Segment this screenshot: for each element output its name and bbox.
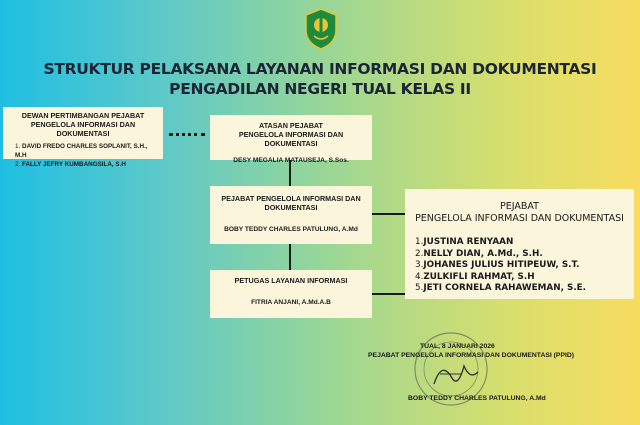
council-member-list: [9, 142, 157, 169]
council-label-1: DEWAN PERTIMBANGAN PEJABAT: [21, 111, 145, 120]
page-title: STRUKTUR PELAKSANA LAYANAN INFORMASI DAN DOKUMENTASI: [43, 60, 597, 78]
list-item: [415, 272, 624, 284]
list-item-number: 3.: [415, 260, 424, 271]
signature-position: PEJABAT PENGELOLA INFORMASI DAN DOKUMENTASI (PPID): [368, 352, 575, 359]
list-item: [415, 283, 624, 295]
team-label-2: PENGELOLA INFORMASI DAN DOKUMENTASI: [415, 213, 624, 224]
list-item: [15, 160, 157, 169]
court-emblem-icon: [303, 8, 339, 50]
list-item-number: 2.: [415, 248, 424, 259]
list-item-number: 1.: [415, 237, 424, 247]
petugas-name: FITRIA ANJANI, A.Md.A.B: [251, 299, 331, 306]
council-label-2: PENGELOLA INFORMASI DAN DOKUMENTASI: [30, 120, 136, 138]
page-subtitle: PENGADILAN NEGERI TUAL KELAS II: [169, 80, 471, 98]
ppid-label-1: PEJABAT PENGELOLA INFORMASI DAN: [221, 194, 361, 203]
team-member-name: JOHANES JULIUS HITIPEUW, S.T.: [423, 260, 580, 271]
team-member-list: [415, 237, 624, 295]
petugas-box: [210, 270, 372, 318]
atasan-box: [210, 115, 372, 164]
ppid-label-2: DOKUMENTASI: [264, 203, 318, 212]
team-member-name: JETI CORNELA RAHAWEMAN, S.E.: [423, 283, 587, 294]
team-box: [405, 189, 634, 299]
council-member-name: DAVID FREDO CHARLES SOPLANIT, S.H., M.H: [15, 143, 148, 159]
team-member-name: ZULKIFLI RAHMAT, S.H: [423, 271, 535, 282]
list-item: [15, 142, 157, 160]
council-box: [3, 107, 163, 168]
team-label-1: PEJABAT: [500, 201, 539, 212]
petugas-team-connector: [372, 293, 405, 295]
ppid-box: [210, 186, 372, 244]
list-item: [415, 249, 624, 261]
team-member-name: NELLY DIAN, A.Md., S.H.: [423, 248, 543, 259]
list-item-number: 1.: [15, 143, 21, 150]
list-item-number: 2.: [15, 161, 21, 168]
list-item-number: 5.: [415, 283, 424, 294]
atasan-label-2: PENGELOLA INFORMASI DAN DOKUMENTASI: [238, 130, 344, 148]
ppid-team-connector: [372, 213, 405, 215]
atasan-name: DESY MEGALIA MATAUSEJA, S.Sos.: [233, 157, 349, 164]
ppid-name: BOBY TEDDY CHARLES PATULUNG, A.Md: [224, 226, 358, 233]
signature-place-date: TUAL, 8 JANUARI 2026: [420, 343, 495, 350]
team-member-name: JUSTINA RENYAAN: [423, 237, 514, 247]
list-item: [415, 260, 624, 272]
council-member-name: FALLY JEFRY KUMBANGSILA, S.H: [22, 161, 126, 168]
petugas-label: PETUGAS LAYANAN INFORMASI: [234, 276, 348, 285]
atasan-label-1: ATASAN PEJABAT: [259, 121, 323, 130]
list-item-number: 4.: [415, 271, 424, 282]
council-dotted-connector: [169, 133, 205, 136]
signature-name: BOBY TEDDY CHARLES PATULUNG, A.Md: [408, 395, 546, 402]
list-item: [415, 237, 624, 249]
